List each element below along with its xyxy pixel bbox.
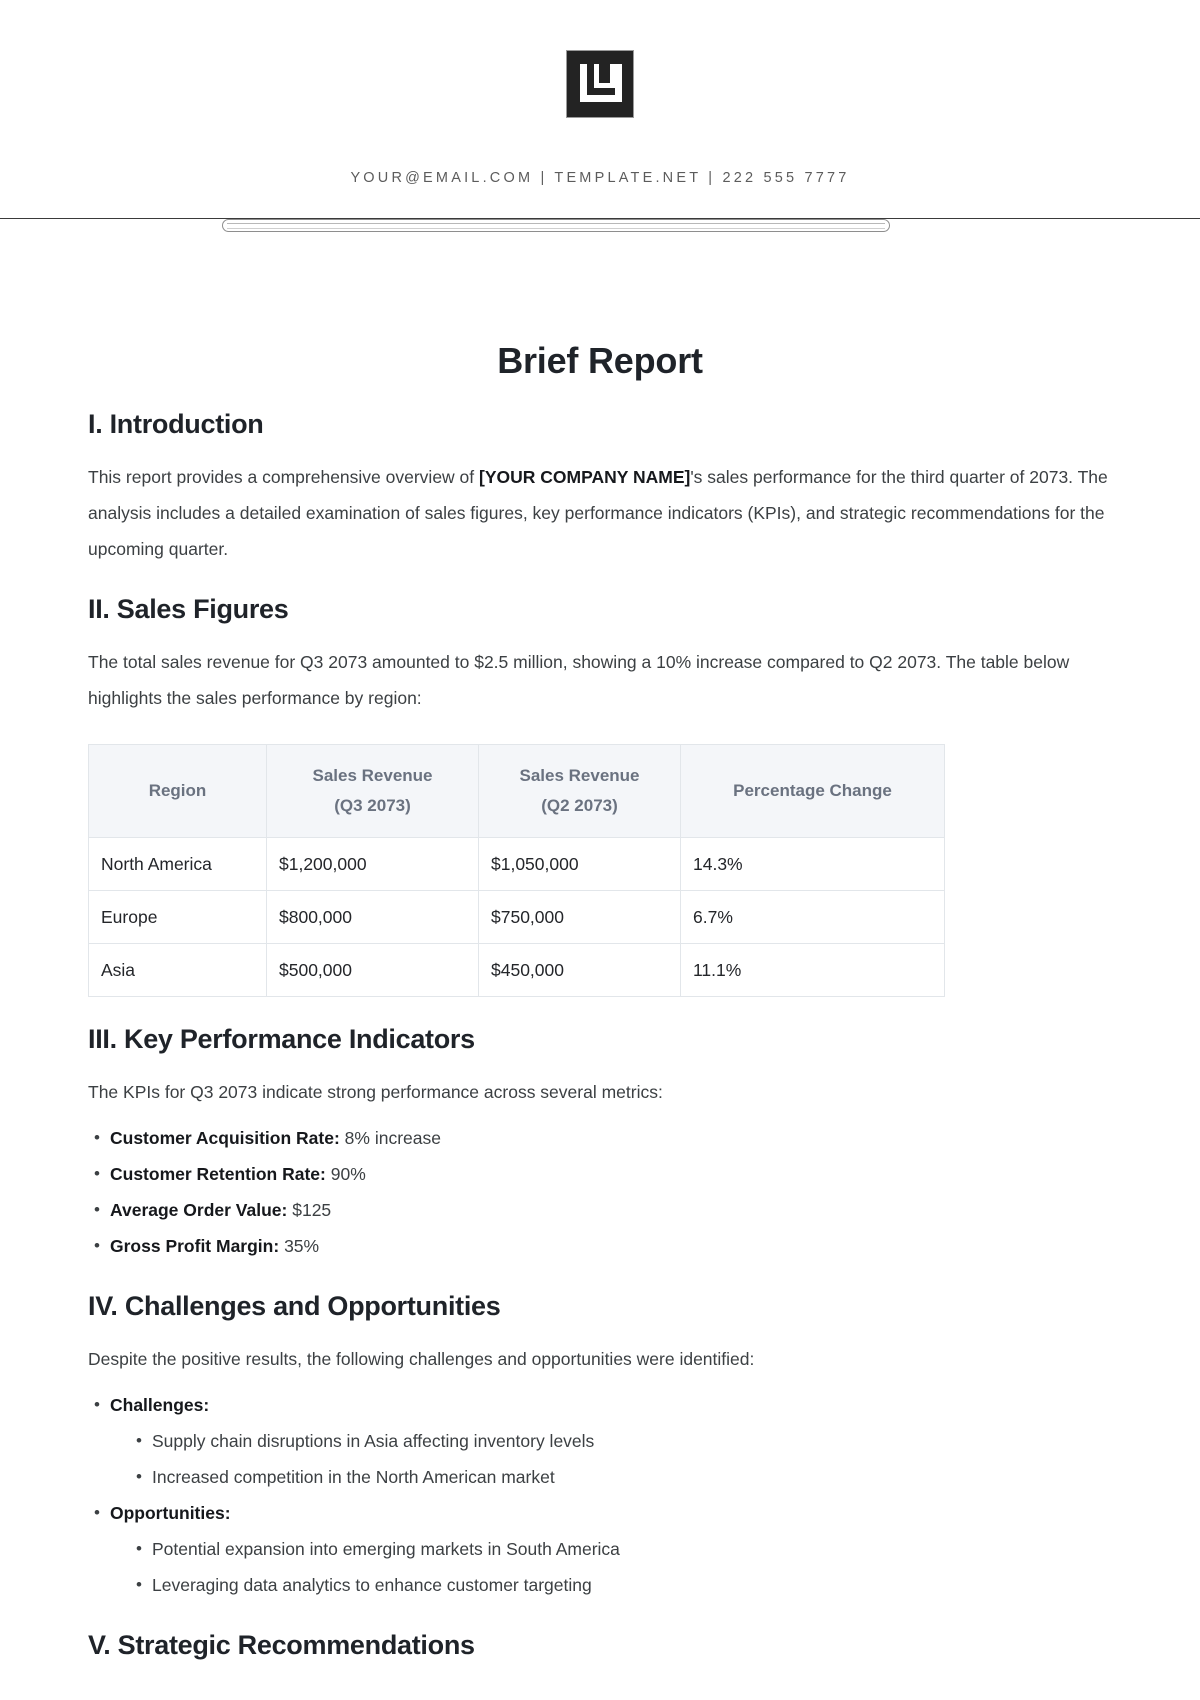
table-row	[89, 944, 945, 997]
cell-percentage-change: 14.3%	[681, 838, 945, 891]
list-item-group-challenges	[88, 1387, 1112, 1495]
header-line-1: Region	[148, 781, 207, 800]
paragraph-introduction	[88, 459, 1112, 567]
cell-revenue-q2: $1,050,000	[479, 838, 681, 891]
divider-pill-ornament	[222, 219, 890, 232]
document-body	[0, 340, 1200, 1661]
kpi-label: Gross Profit Margin:	[110, 1236, 280, 1256]
table-row	[89, 838, 945, 891]
list-item	[88, 1156, 1112, 1192]
intro-text-before: This report provides a comprehensive overview of	[88, 467, 480, 487]
list-item: • Potential expansion into emerging markets in South America	[130, 1531, 1112, 1567]
list-item: • Leveraging data analytics to enhance customer targeting	[130, 1567, 1112, 1603]
paragraph-sales-figures: The total sales revenue for Q3 2073 amounted to $2.5 million, showing a 10% increase compared to Q2 2073. The table below highlights the sales performance by region:	[88, 652, 1070, 708]
kpi-list	[88, 1120, 1112, 1264]
kpi-value: 90%	[330, 1164, 366, 1184]
group-label-challenges: Challenges:	[110, 1395, 210, 1415]
header-line-1: Sales Revenue	[312, 766, 433, 785]
kpi-label: Average Order Value:	[110, 1200, 288, 1220]
group-label-opportunities: Opportunities:	[110, 1503, 231, 1523]
challenges-sublist	[130, 1423, 1112, 1495]
column-header-percentage-change	[681, 745, 945, 838]
contact-info-line: YOUR@EMAIL.COM | TEMPLATE.NET | 222 555 7777	[350, 170, 850, 186]
cell-region: Europe	[89, 891, 267, 944]
kpi-value: $125	[292, 1200, 332, 1220]
heading-introduction: I. Introduction	[88, 409, 264, 439]
cell-revenue-q2: $750,000	[479, 891, 681, 944]
header-line-1: Percentage Change	[733, 781, 892, 800]
header-line-1: Sales Revenue	[519, 766, 640, 785]
list-item: • Increased competition in the North American market	[130, 1459, 1112, 1495]
cell-revenue-q3: $500,000	[267, 944, 479, 997]
column-header-revenue-q3	[267, 745, 479, 838]
document-header	[0, 0, 1200, 186]
page-title: Brief Report	[497, 340, 703, 381]
table-header-row	[89, 745, 945, 838]
opportunities-sublist	[130, 1531, 1112, 1603]
header-divider	[0, 218, 1200, 240]
paragraph-kpis: The KPIs for Q3 2073 indicate strong performance across several metrics:	[88, 1082, 663, 1102]
list-item	[88, 1120, 1112, 1156]
list-item-group-opportunities	[88, 1495, 1112, 1603]
header-line-2: (Q3 2073)	[334, 796, 411, 815]
challenges-opportunities-list	[88, 1387, 1112, 1603]
cell-percentage-change: 11.1%	[681, 944, 945, 997]
kpi-value: 35%	[284, 1236, 320, 1256]
list-item	[88, 1228, 1112, 1264]
heading-challenges-and-opportunities: IV. Challenges and Opportunities	[88, 1291, 501, 1321]
heading-key-performance-indicators: III. Key Performance Indicators	[88, 1024, 475, 1054]
table-row	[89, 891, 945, 944]
logo-inner-u-shape	[594, 64, 615, 88]
kpi-label: Customer Acquisition Rate:	[110, 1128, 340, 1148]
nested-u-logo-icon	[566, 50, 634, 118]
column-header-revenue-q2	[479, 745, 681, 838]
heading-sales-figures: II. Sales Figures	[88, 594, 289, 624]
cell-percentage-change: 6.7%	[681, 891, 945, 944]
sales-performance-table	[88, 744, 945, 997]
header-line-2: (Q2 2073)	[541, 796, 618, 815]
paragraph-challenges: Despite the positive results, the following challenges and opportunities were identified:	[88, 1349, 755, 1369]
intro-text-after: 's sales performance for the third quarter of 2073. The analysis includes a detailed examination of sales figures, key performance indicators (KPIs), and strategic recommendations for the upcoming quarter.	[88, 467, 1108, 559]
heading-strategic-recommendations: V. Strategic Recommendations	[88, 1630, 475, 1660]
cell-region: North America	[89, 838, 267, 891]
kpi-label: Customer Retention Rate:	[110, 1164, 326, 1184]
list-item	[88, 1192, 1112, 1228]
cell-revenue-q3: $1,200,000	[267, 838, 479, 891]
cell-revenue-q3: $800,000	[267, 891, 479, 944]
column-header-region	[89, 745, 267, 838]
cell-region: Asia	[89, 944, 267, 997]
cell-revenue-q2: $450,000	[479, 944, 681, 997]
kpi-value: 8% increase	[344, 1128, 441, 1148]
list-item: • Supply chain disruptions in Asia affecting inventory levels	[130, 1423, 1112, 1459]
company-name-placeholder: [YOUR COMPANY NAME]	[479, 467, 691, 487]
